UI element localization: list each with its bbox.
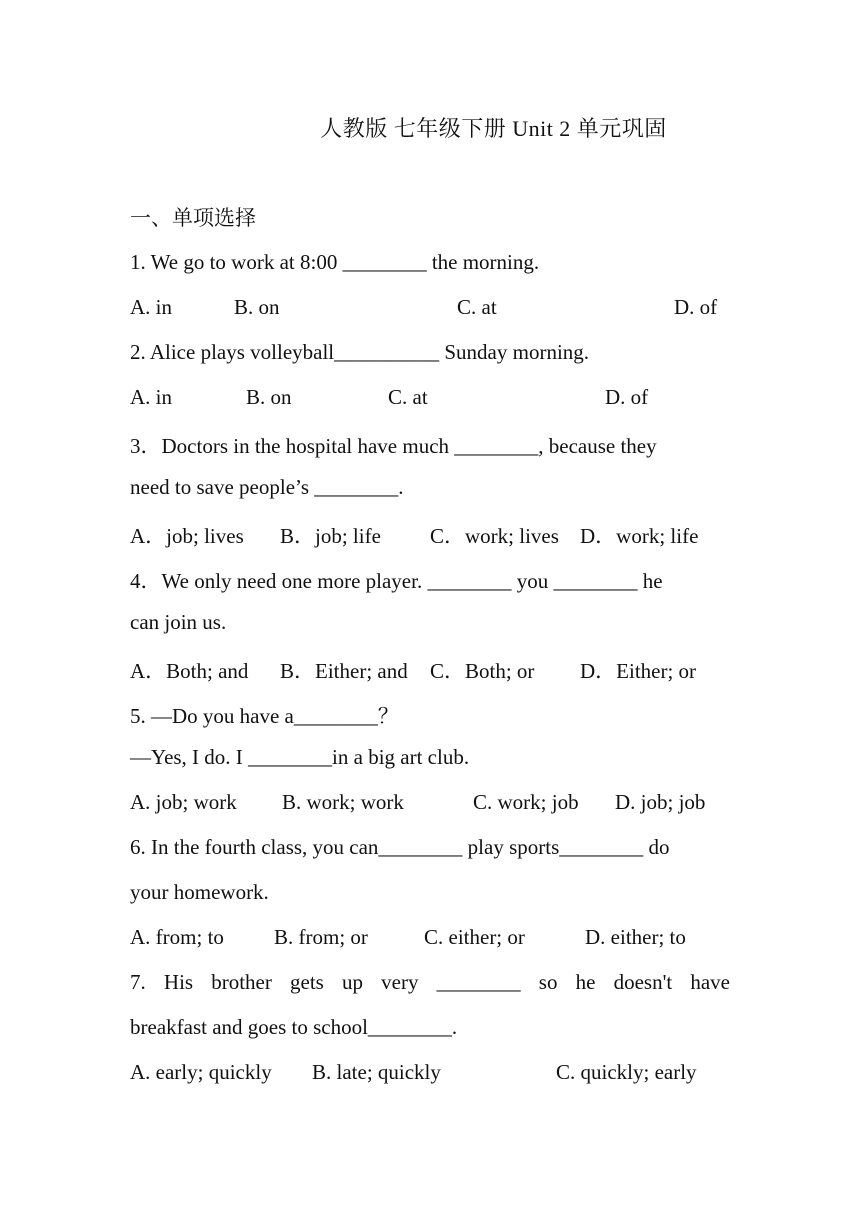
question-2-stem: 2. Alice plays volleyball__________ Sunday morning. — [130, 340, 590, 364]
question-5-option-a: A. job; work — [130, 790, 237, 814]
question-6-stem-line-1: 6. In the fourth class, you can________ play sports________ do — [130, 835, 670, 859]
question-5-option-c: C. work; job — [473, 790, 579, 814]
question-4-option-b: B．Either; and — [280, 659, 408, 683]
question-7-stem-line-2: breakfast and goes to school________. — [130, 1015, 458, 1039]
question-4-option-a: A．Both; and — [130, 659, 249, 683]
question-3-option-a: A．job; lives — [130, 524, 244, 548]
question-4-option-d: D．Either; or — [580, 659, 697, 683]
question-2-option-a: A. in — [130, 385, 172, 409]
question-6-option-c: C. either; or — [424, 925, 525, 949]
question-5-option-d: D. job; job — [615, 790, 706, 814]
question-2-option-c: C. at — [388, 385, 428, 409]
question-4-option-c: C．Both; or — [430, 659, 535, 683]
question-1-stem: 1. We go to work at 8:00 ________ the morning. — [130, 250, 540, 274]
question-2-option-d: D. of — [605, 385, 649, 409]
document-title: 人教版 七年级下册 Unit 2 单元巩固 — [320, 116, 667, 141]
question-5-option-b: B. work; work — [282, 790, 404, 814]
question-1-option-c: C. at — [457, 295, 497, 319]
question-1-option-b: B. on — [234, 295, 280, 319]
section-heading: 一、单项选择 — [130, 206, 256, 230]
question-6-option-b: B. from; or — [274, 925, 368, 949]
question-6-option-d: D. either; to — [585, 925, 686, 949]
question-3-stem-line-1: 3．Doctors in the hospital have much ________, because they — [130, 434, 657, 458]
question-7-option-c: C. quickly; early — [556, 1060, 697, 1084]
question-7-option-a: A. early; quickly — [130, 1060, 272, 1084]
question-3-option-c: C．work; lives — [430, 524, 559, 548]
question-4-stem-line-2: can join us. — [130, 610, 227, 634]
question-3-option-b: B．job; life — [280, 524, 381, 548]
question-2-option-b: B. on — [246, 385, 292, 409]
question-3-stem-line-2: need to save people’s ________. — [130, 475, 404, 499]
question-1-option-d: D. of — [674, 295, 718, 319]
question-6-stem-line-2: your homework. — [130, 880, 269, 904]
question-7-stem-line-1: 7. His brother gets up very ________ so he doesn't have — [130, 970, 730, 994]
question-5-stem-line-2: —Yes, I do. I ________in a big art club. — [130, 745, 470, 769]
question-7-option-b: B. late; quickly — [312, 1060, 441, 1084]
question-3-option-d: D．work; life — [580, 524, 699, 548]
question-1-option-a: A. in — [130, 295, 172, 319]
question-5-stem-line-1: 5. —Do you have a________？ — [130, 704, 399, 728]
question-6-option-a: A. from; to — [130, 925, 224, 949]
question-4-stem-line-1: 4．We only need one more player. ________ you ________ he — [130, 569, 663, 593]
